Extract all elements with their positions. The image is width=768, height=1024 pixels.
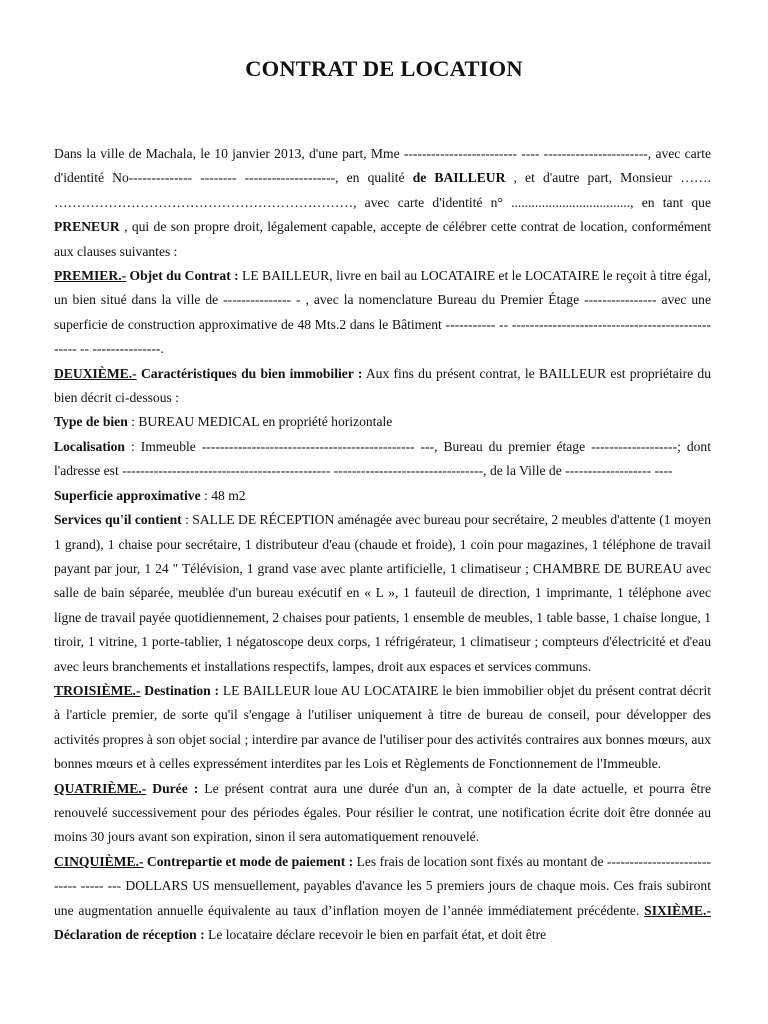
clause-text: Aux fins du présent contrat, le BAILLEUR est propriétaire du bien décrit ci-dessous : — [54, 365, 712, 406]
clause-label: Contrepartie et mode de paiement : — [143, 853, 354, 869]
clause-text: LE BAILLEUR loue AU LOCATAIRE le bien immobilier objet du présent contrat décrit à l'article premier, de sorte qu'il s'engage à l'utiliser uniquement à titre de bureau de conseil, pour développer des activités propres à son objet social ; interdire par avance de l'utiliser pour des activités contraires aux bonnes mœurs, aux bonnes mœurs et à celles expressément interdites par les Lois et Règlements de Fonctionnement de l'Immeuble. — [54, 682, 711, 772]
preneur-label: PRENEUR — [54, 219, 120, 235]
clause-label: Caractéristiques du bien immobilier : — [136, 365, 363, 381]
clause-cinquieme — [54, 850, 711, 948]
clause-heading: QUATRIÈME.- — [54, 780, 147, 796]
field-label: Services qu'il contient — [54, 512, 182, 528]
field-value: : SALLE DE RÉCEPTION aménagée avec bureau pour secrétaire, 2 meubles d'attente (1 moyen 1 grand), 1 chaise pour secrétaire, 1 distributeur d'eau (chaude et froide), 1 coin pour magazines, 1 téléphone de travail payant par jour, 1 24 " Télévision, 1 grand vase avec plante artificielle, 1 climatiseur ; CHAMBRE DE BUREAU avec salle de bain séparée, meublée d'un bureau exécutif en « L », 1 fauteuil de direction, 1 imprimante, 1 téléphone avec ligne de travail payée quotidiennement, 2 chaises pour patients, 1 ensemble de meubles, 1 table basse, 1 chaise longue, 1 tiroir, 1 vitrine, 1 porte-tablier, 1 négatoscope deux corps, 1 réfrigérateur, 1 climatiseur ; compteurs d'électricité et d'eau avec leurs branchements et installations respectifs, lampes, droit aux espaces et services communs. — [54, 512, 711, 674]
intro-text-2: , et d'autre part, Monsieur ……. …………………………………………………………, avec carte d'identité n° ..................................., en tant que — [54, 170, 711, 210]
field-value: : 48 m2 — [200, 487, 246, 503]
clause-heading: PREMIER.- — [54, 268, 127, 284]
clause-deuxieme — [54, 362, 711, 411]
field-label: Superficie approximative — [54, 487, 201, 503]
superficie — [54, 484, 711, 508]
document-body — [54, 142, 711, 947]
clause-text-sixieme: Le locataire déclare recevoir le bien en parfait état, et doit être — [204, 927, 547, 942]
field-label: Localisation — [54, 438, 125, 454]
bailleur-label: de BAILLEUR — [412, 170, 506, 186]
clause-heading: DEUXIÈME.- — [54, 365, 137, 381]
clause-label: Objet du Contrat : — [126, 268, 239, 284]
clause-text: Le présent contrat aura une durée d'un an, à compter de la date actuelle, et pourra être renouvelé successivement pour des périodes égales. Pour résilier le contrat, une notification écrite doit être donnée au moins 30 jours avant son expiration, sinon il sera automatiquement renouvelé. — [54, 780, 711, 845]
clause-heading: CINQUIÈME.- — [54, 853, 144, 869]
intro-text-3: , qui de son propre droit, légalement capable, accepte de célébrer cette contrat de location, conformément aux clauses suivantes : — [54, 219, 711, 259]
clause-heading-sixieme: SIXIÈME.- — [644, 902, 711, 918]
intro-text-1: Dans la ville de Machala, le 10 janvier 2013, d'une part, Mme ------------------------- ---- -----------------------, avec carte d'identité No-------------- -------- --------------------, en qualité — [54, 146, 711, 186]
field-label: Type de bien — [54, 414, 128, 430]
type-de-bien — [54, 410, 711, 434]
clause-heading: TROISIÈME.- — [54, 682, 141, 698]
field-value: : BUREAU MEDICAL en propriété horizontale — [127, 414, 393, 430]
clause-label: Durée : — [146, 780, 199, 796]
clause-text: LE BAILLEUR, livre en bail au LOCATAIRE et le LOCATAIRE le reçoit à titre égal, un bien situé dans la ville de --------------- - , avec la nomenclature Bureau du Premier Étage ---------------- avec une superficie de construction approximative de 48 Mts.2 dans le Bâtiment ----------- -- ------------------------------------------------- -- ---------------. — [54, 268, 711, 357]
clause-premier — [54, 264, 711, 362]
clause-troisieme — [54, 679, 711, 777]
field-value: : Immeuble ----------------------------------------------- ---, Bureau du premier étage -------------------; dont l'adresse est ---------------------------------------------- ---------------------------------, de la Ville de ------------------- ---- — [54, 438, 711, 479]
clause-label-sixieme: Déclaration de réception : — [54, 927, 205, 942]
document-title: CONTRAT DE LOCATION — [245, 56, 523, 81]
clause-label: Destination : — [140, 682, 220, 698]
intro-paragraph — [54, 142, 711, 264]
services — [54, 508, 711, 679]
clause-quatrieme — [54, 777, 711, 850]
localisation — [54, 435, 711, 484]
clause-text: Les frais de location sont fixés au montant de ---------------------------- ----- --- DOLLARS US mensuellement, payables d'avance les 5 premiers jours de chaque mois. Ces frais subiront une augmentation annuelle équivalente au taux d’inflation moyen de l’année immédiatement précédente. — [54, 853, 711, 918]
